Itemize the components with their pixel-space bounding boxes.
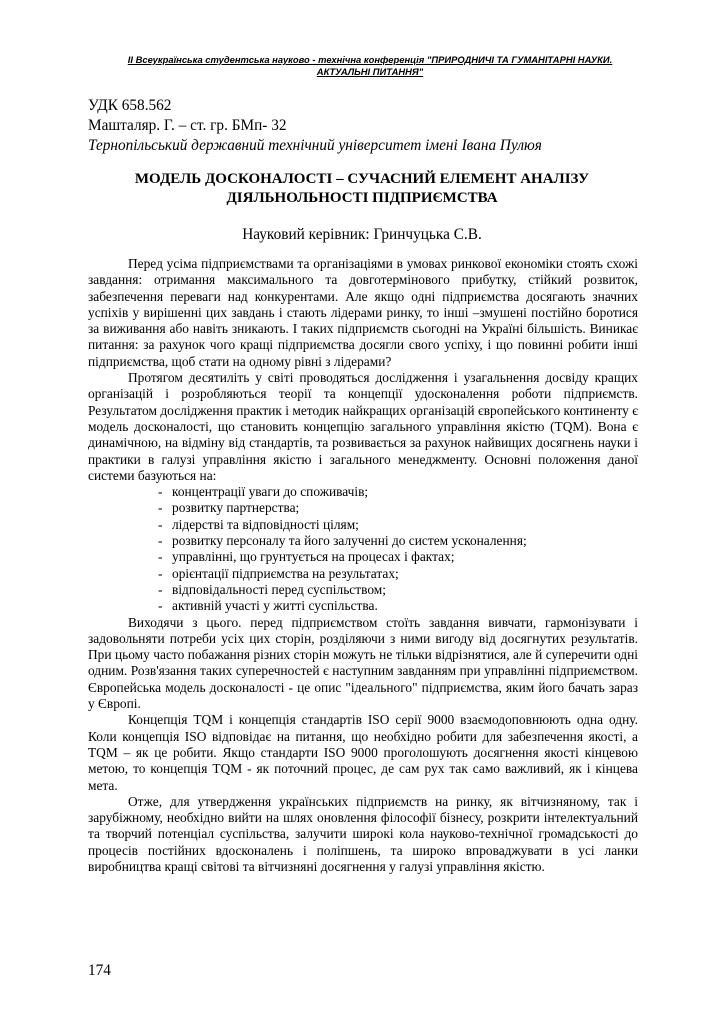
- affiliation: Тернопільський державний технічний університет імені Івана Пулюя: [88, 137, 542, 154]
- article-meta: [88, 96, 542, 156]
- udk-code: УДК 658.562: [88, 97, 172, 114]
- conference-header-line-1: ІІ Всеукраїнська студентська науково - технічна конференція "ПРИРОДНИЧІ ТА ГУМАНІТАРНІ НАУКИ.: [127, 54, 613, 65]
- list-item: - концентрації уваги до споживачів;: [158, 484, 638, 500]
- conference-header: [90, 54, 650, 78]
- article-body: [88, 256, 638, 875]
- paragraph-1: Перед усіма підприємствами та організаціями в умовах ринкової економіки стоять схожі завдання: отримання максимального та довготермінового прибутку, стійкий розвиток, забезпечення переваги над конкурентами. Але якщо одні підприємства досягають значних успіхів у вирішенні цих завдань і стають лідерами ринку, то інші –змушені постійно боротися за виживання або навіть зникають. І таких підприємств сьогодні на Україні більшість. Виникає питання: за рахунок чого кращі підприємства досягли свого успіху, і що повинні робити інші підприємства, щоб стати на одному рівні з лідерами?: [88, 256, 638, 369]
- paragraph-5: Отже, для утвердження українських підприємств на ринку, як вітчизняному, так і зарубіжному, необхідно вийти на шлях оновлення філософії бізнесу, розкрити інтелектуальний та творчий потенціал суспільства, залучити широкі кола науково-технічної громадськості до процесів постійних вдосконалень і поліпшень, та широко впроваджувати в усі ланки виробництва кращі світові та вітчизняні досягнення у галузі управління якістю.: [88, 793, 638, 874]
- article-title-line-1: МОДЕЛЬ ДОСКОНАЛОСТІ – СУЧАСНИЙ ЕЛЕМЕНТ АНАЛІЗУ: [134, 171, 590, 187]
- supervisor: Науковий керівник: Гринчуцька С.В.: [242, 226, 482, 243]
- paragraph-3: Виходячи з цього. перед підприємством стоїть завдання вивчати, гармонізувати і задовольняти потреби усіх цих сторін, розділяючи з ними вигоду від досягнутих результатів. При цьому часто побажання різних сторін можуть не тільки відрізнятися, але й суперечити одні одним. Розв'язання таких суперечностей є наступним завданням при управлінні підприємством. Європейська модель досконалості - це опис "ідеального" підприємства, яким його бачать зараз у Європі.: [88, 614, 638, 712]
- list-item: - активній участі у житті суспільства.: [158, 598, 638, 614]
- paragraph-4: Концепція TQM і концепція стандартів ISO серії 9000 взаємодоповнюють одна одну. Коли концепція ISO відповідає на питання, що необхідно робити для забезпечення якості, а TQM – як це робити. Якщо стандарти ISO 9000 проголошують досягнення якості кінцевою метою, то концепція TQM - як поточний процес, де сам рух так само важливий, як і кінцева мета.: [88, 712, 638, 793]
- list-item: - орієнтації підприємства на результатах;: [158, 566, 638, 582]
- list-item: - відповідальності перед суспільством;: [158, 582, 638, 598]
- paragraph-2: Протягом десятиліть у світі проводяться дослідження і узагальнення досвіду кращих організацій і розробляються теорії та концепції удосконалення роботи підприємств. Результатом дослідження практик і методик найкращих організацій європейського континенту є модель досконалості, що становить концепцію загального управління якістю (TQM). Вона є динамічною, на відміну від стандартів, та розвивається за рахунок найвищих досягнень науки і практики в галузі управління якістю і загального менеджменту. Основні положення даної системи базуються на:: [88, 370, 638, 483]
- list-item: - управлінні, що грунтується на процесах і фактах;: [158, 549, 638, 565]
- list-item: - розвитку партнерства;: [158, 500, 638, 516]
- list-item: - розвитку персоналу та його залученні до систем усконалення;: [158, 533, 638, 549]
- conference-header-line-2: АКТУАЛЬНІ ПИТАННЯ": [316, 66, 424, 77]
- article-title: [88, 170, 636, 208]
- principles-list: [88, 484, 638, 614]
- list-item: - лідерстві та відповідності цілям;: [158, 517, 638, 533]
- page-number: 174: [88, 962, 111, 979]
- author-line: Машталяр. Г. – ст. гр. БМп- 32: [88, 117, 287, 134]
- article-title-line-2: ДІЯЛЬНОЛЬНОСТІ ПІДПРИЄМСТВА: [226, 190, 498, 206]
